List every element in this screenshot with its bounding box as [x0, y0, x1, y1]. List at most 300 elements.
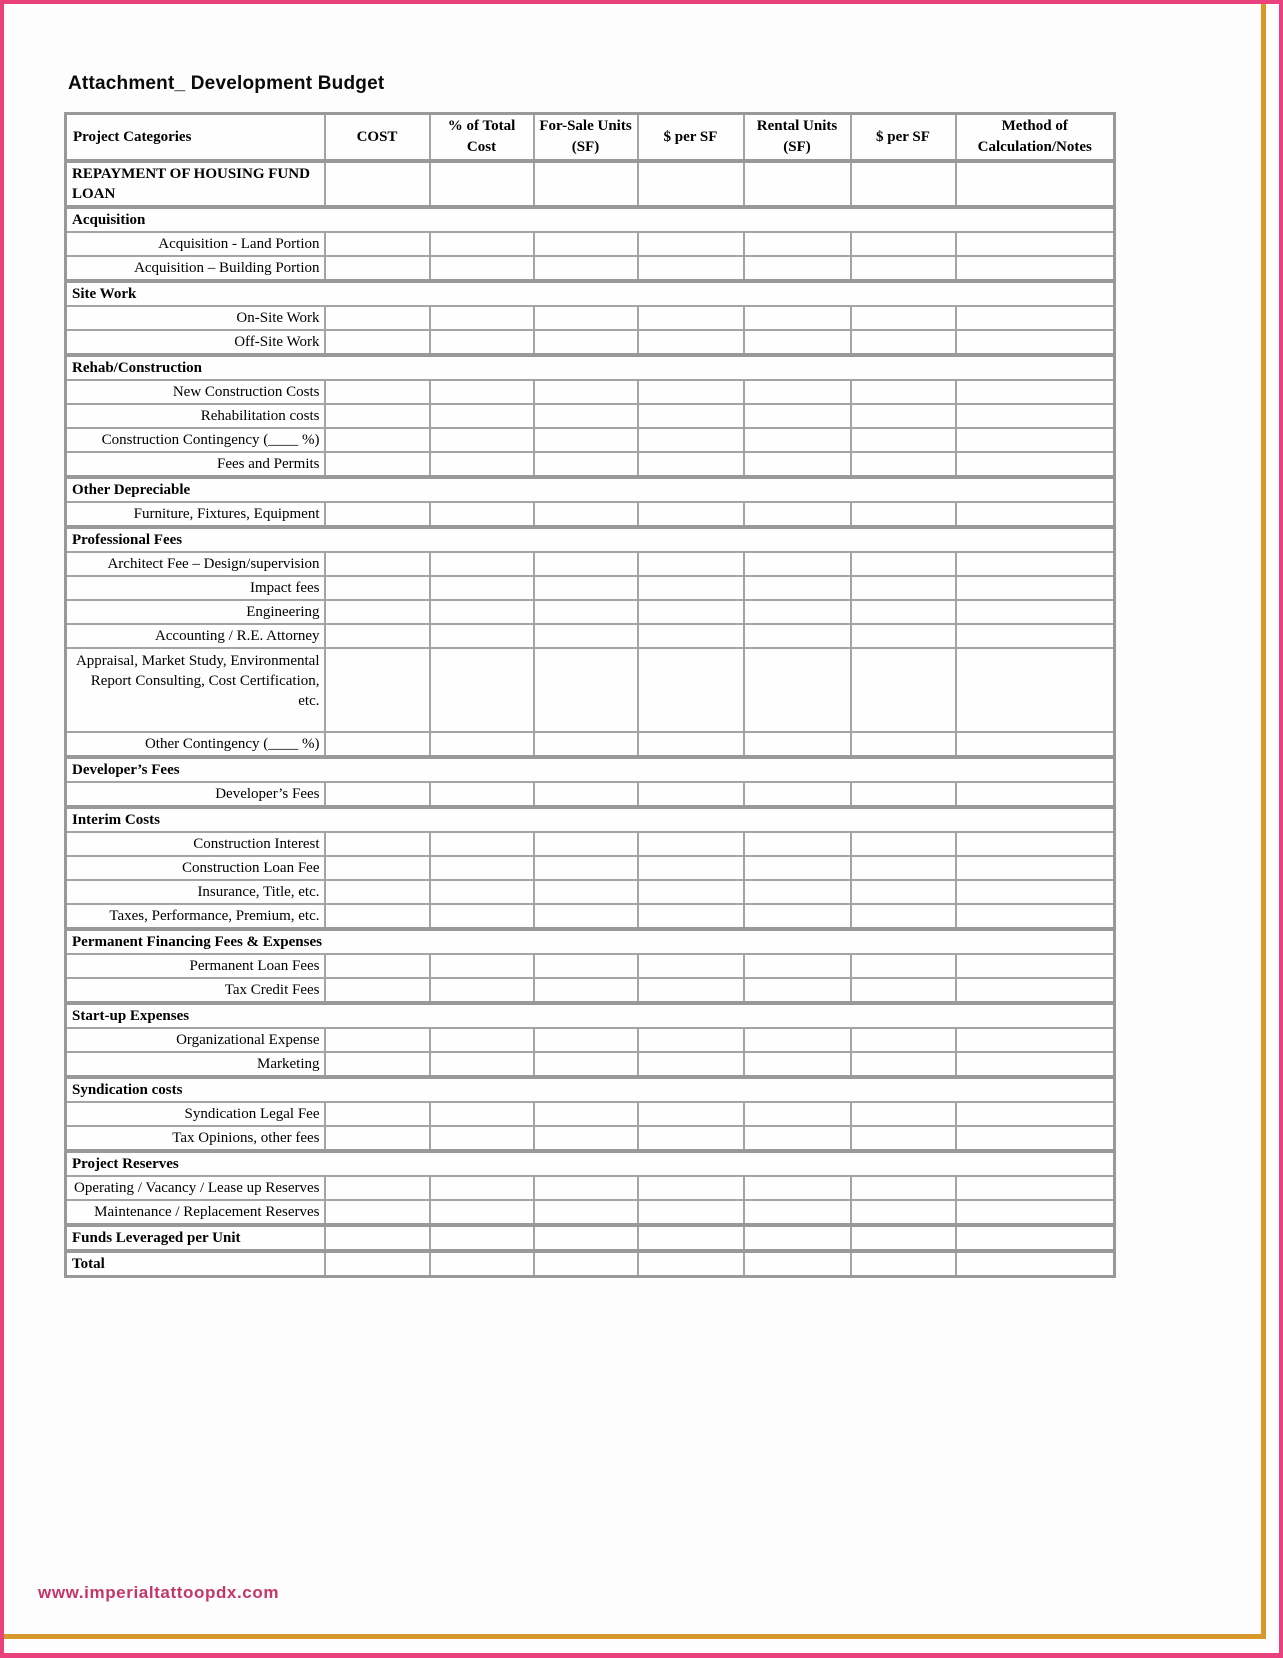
empty-value-cell — [430, 161, 534, 207]
empty-value-cell — [638, 428, 744, 452]
table-row — [66, 502, 1115, 527]
empty-value-cell — [325, 232, 430, 256]
empty-value-cell — [534, 1126, 638, 1151]
empty-value-cell — [638, 1251, 744, 1277]
category-cell: REPAYMENT OF HOUSING FUND LOAN — [66, 161, 325, 207]
empty-value-cell — [851, 1126, 956, 1151]
empty-value-cell — [638, 904, 744, 929]
empty-value-cell — [325, 256, 430, 281]
empty-value-cell — [534, 256, 638, 281]
empty-value-cell — [534, 978, 638, 1003]
empty-value-cell — [956, 832, 1115, 856]
development-budget-table — [64, 112, 1116, 1278]
empty-value-cell — [956, 880, 1115, 904]
empty-value-cell — [638, 832, 744, 856]
empty-value-cell — [744, 600, 851, 624]
empty-value-cell — [534, 552, 638, 576]
empty-value-cell — [956, 232, 1115, 256]
empty-value-cell — [956, 856, 1115, 880]
empty-value-cell — [638, 161, 744, 207]
empty-value-cell — [956, 306, 1115, 330]
empty-value-cell — [430, 428, 534, 452]
empty-value-cell — [956, 648, 1115, 732]
section-row — [66, 1077, 1115, 1102]
empty-value-cell — [325, 1028, 430, 1052]
empty-value-cell — [744, 306, 851, 330]
empty-value-cell — [744, 552, 851, 576]
section-row — [66, 1151, 1115, 1176]
table-row — [66, 1251, 1115, 1277]
empty-value-cell — [534, 1028, 638, 1052]
table-row — [66, 306, 1115, 330]
category-cell: On-Site Work — [66, 306, 325, 330]
empty-value-cell — [325, 978, 430, 1003]
empty-value-cell — [744, 1200, 851, 1225]
empty-value-cell — [430, 648, 534, 732]
empty-value-cell — [430, 1126, 534, 1151]
empty-value-cell — [534, 380, 638, 404]
empty-value-cell — [851, 256, 956, 281]
empty-value-cell — [534, 428, 638, 452]
empty-value-cell — [851, 232, 956, 256]
category-cell: Permanent Loan Fees — [66, 954, 325, 978]
empty-value-cell — [638, 856, 744, 880]
empty-value-cell — [430, 1225, 534, 1251]
table-row — [66, 832, 1115, 856]
empty-value-cell — [744, 1126, 851, 1151]
category-cell: Insurance, Title, etc. — [66, 880, 325, 904]
empty-value-cell — [430, 600, 534, 624]
empty-value-cell — [534, 502, 638, 527]
empty-value-cell — [956, 1225, 1115, 1251]
empty-value-cell — [744, 832, 851, 856]
empty-value-cell — [851, 452, 956, 477]
empty-value-cell — [430, 1052, 534, 1077]
empty-value-cell — [638, 404, 744, 428]
category-cell: Professional Fees — [66, 527, 1115, 552]
category-cell: Site Work — [66, 281, 1115, 306]
accent-stripe-vertical — [1261, 4, 1266, 1638]
category-cell: Rehab/Construction — [66, 355, 1115, 380]
category-cell: Maintenance / Replacement Reserves — [66, 1200, 325, 1225]
empty-value-cell — [534, 1176, 638, 1200]
empty-value-cell — [430, 832, 534, 856]
empty-value-cell — [851, 380, 956, 404]
empty-value-cell — [430, 1251, 534, 1277]
empty-value-cell — [638, 1126, 744, 1151]
table-row — [66, 1028, 1115, 1052]
empty-value-cell — [851, 306, 956, 330]
empty-value-cell — [325, 1200, 430, 1225]
empty-value-cell — [851, 832, 956, 856]
empty-value-cell — [430, 380, 534, 404]
empty-value-cell — [851, 1176, 956, 1200]
category-cell: Construction Contingency (____ %) — [66, 428, 325, 452]
table-row — [66, 624, 1115, 648]
section-row — [66, 207, 1115, 232]
empty-value-cell — [851, 330, 956, 355]
empty-value-cell — [851, 1251, 956, 1277]
section-row — [66, 757, 1115, 782]
empty-value-cell — [325, 600, 430, 624]
category-cell: Construction Loan Fee — [66, 856, 325, 880]
column-header: Project Categories — [66, 114, 325, 162]
column-header: For-Sale Units (SF) — [534, 114, 638, 162]
empty-value-cell — [638, 624, 744, 648]
empty-value-cell — [325, 330, 430, 355]
empty-value-cell — [956, 161, 1115, 207]
category-cell: Acquisition – Building Portion — [66, 256, 325, 281]
empty-value-cell — [325, 404, 430, 428]
empty-value-cell — [534, 1225, 638, 1251]
empty-value-cell — [956, 1028, 1115, 1052]
empty-value-cell — [851, 856, 956, 880]
table-row — [66, 880, 1115, 904]
category-cell: Marketing — [66, 1052, 325, 1077]
empty-value-cell — [534, 782, 638, 807]
empty-value-cell — [430, 404, 534, 428]
table-row — [66, 1200, 1115, 1225]
section-row — [66, 355, 1115, 380]
category-cell: Taxes, Performance, Premium, etc. — [66, 904, 325, 929]
empty-value-cell — [744, 1102, 851, 1126]
empty-value-cell — [956, 732, 1115, 757]
empty-value-cell — [638, 880, 744, 904]
empty-value-cell — [325, 1225, 430, 1251]
empty-value-cell — [851, 1102, 956, 1126]
empty-value-cell — [744, 232, 851, 256]
empty-value-cell — [638, 232, 744, 256]
empty-value-cell — [744, 1028, 851, 1052]
empty-value-cell — [956, 600, 1115, 624]
empty-value-cell — [956, 380, 1115, 404]
empty-value-cell — [638, 256, 744, 281]
empty-value-cell — [325, 648, 430, 732]
empty-value-cell — [430, 576, 534, 600]
empty-value-cell — [430, 256, 534, 281]
empty-value-cell — [430, 856, 534, 880]
empty-value-cell — [534, 576, 638, 600]
empty-value-cell — [325, 832, 430, 856]
empty-value-cell — [534, 600, 638, 624]
empty-value-cell — [851, 624, 956, 648]
category-cell: Acquisition — [66, 207, 1115, 232]
empty-value-cell — [325, 856, 430, 880]
empty-value-cell — [851, 732, 956, 757]
column-header: COST — [325, 114, 430, 162]
empty-value-cell — [851, 880, 956, 904]
empty-value-cell — [851, 600, 956, 624]
table-row — [66, 856, 1115, 880]
column-header: % of Total Cost — [430, 114, 534, 162]
empty-value-cell — [744, 1176, 851, 1200]
empty-value-cell — [430, 1102, 534, 1126]
empty-value-cell — [744, 880, 851, 904]
empty-value-cell — [744, 954, 851, 978]
empty-value-cell — [534, 732, 638, 757]
category-cell: Construction Interest — [66, 832, 325, 856]
empty-value-cell — [744, 732, 851, 757]
category-cell: Syndication Legal Fee — [66, 1102, 325, 1126]
empty-value-cell — [430, 232, 534, 256]
category-cell: Impact fees — [66, 576, 325, 600]
empty-value-cell — [744, 624, 851, 648]
category-cell: Developer’s Fees — [66, 782, 325, 807]
empty-value-cell — [851, 552, 956, 576]
category-cell: Developer’s Fees — [66, 757, 1115, 782]
empty-value-cell — [744, 904, 851, 929]
empty-value-cell — [956, 1102, 1115, 1126]
empty-value-cell — [430, 782, 534, 807]
empty-value-cell — [638, 452, 744, 477]
empty-value-cell — [534, 1102, 638, 1126]
empty-value-cell — [956, 576, 1115, 600]
empty-value-cell — [534, 452, 638, 477]
empty-value-cell — [851, 1028, 956, 1052]
column-header: $ per SF — [851, 114, 956, 162]
category-cell: Project Reserves — [66, 1151, 1115, 1176]
empty-value-cell — [638, 1225, 744, 1251]
empty-value-cell — [638, 380, 744, 404]
table-row — [66, 1176, 1115, 1200]
empty-value-cell — [744, 1251, 851, 1277]
category-cell: Interim Costs — [66, 807, 1115, 832]
empty-value-cell — [430, 904, 534, 929]
table-row — [66, 954, 1115, 978]
column-header: Rental Units (SF) — [744, 114, 851, 162]
category-cell: Permanent Financing Fees & Expenses — [66, 929, 1115, 954]
empty-value-cell — [430, 978, 534, 1003]
category-cell: Architect Fee – Design/supervision — [66, 552, 325, 576]
empty-value-cell — [325, 954, 430, 978]
empty-value-cell — [325, 880, 430, 904]
empty-value-cell — [325, 502, 430, 527]
empty-value-cell — [638, 1028, 744, 1052]
category-cell: Operating / Vacancy / Lease up Reserves — [66, 1176, 325, 1200]
empty-value-cell — [851, 428, 956, 452]
empty-value-cell — [325, 732, 430, 757]
empty-value-cell — [956, 1126, 1115, 1151]
empty-value-cell — [325, 306, 430, 330]
empty-value-cell — [956, 624, 1115, 648]
empty-value-cell — [744, 452, 851, 477]
empty-value-cell — [534, 624, 638, 648]
empty-value-cell — [956, 404, 1115, 428]
empty-value-cell — [430, 624, 534, 648]
empty-value-cell — [638, 306, 744, 330]
empty-value-cell — [851, 404, 956, 428]
accent-stripe-horizontal — [4, 1634, 1266, 1639]
category-cell: Fees and Permits — [66, 452, 325, 477]
empty-value-cell — [956, 954, 1115, 978]
table-row — [66, 576, 1115, 600]
empty-value-cell — [638, 732, 744, 757]
empty-value-cell — [638, 1176, 744, 1200]
empty-value-cell — [638, 502, 744, 527]
category-cell: Other Depreciable — [66, 477, 1115, 502]
table-row — [66, 232, 1115, 256]
section-row — [66, 477, 1115, 502]
empty-value-cell — [744, 256, 851, 281]
empty-value-cell — [851, 1225, 956, 1251]
empty-value-cell — [325, 1251, 430, 1277]
empty-value-cell — [325, 428, 430, 452]
empty-value-cell — [956, 1251, 1115, 1277]
empty-value-cell — [956, 256, 1115, 281]
empty-value-cell — [956, 452, 1115, 477]
table-row — [66, 600, 1115, 624]
section-row — [66, 929, 1115, 954]
empty-value-cell — [534, 904, 638, 929]
watermark-url-text: www.imperialtattoopdx.com — [38, 1583, 280, 1602]
empty-value-cell — [430, 306, 534, 330]
empty-value-cell — [851, 954, 956, 978]
empty-value-cell — [534, 330, 638, 355]
table-row — [66, 782, 1115, 807]
empty-value-cell — [325, 552, 430, 576]
section-row — [66, 527, 1115, 552]
empty-value-cell — [430, 880, 534, 904]
table-row — [66, 1225, 1115, 1251]
empty-value-cell — [956, 330, 1115, 355]
empty-value-cell — [325, 452, 430, 477]
category-cell: Acquisition - Land Portion — [66, 232, 325, 256]
table-row — [66, 404, 1115, 428]
empty-value-cell — [325, 624, 430, 648]
table-row — [66, 380, 1115, 404]
empty-value-cell — [325, 904, 430, 929]
category-cell: New Construction Costs — [66, 380, 325, 404]
empty-value-cell — [534, 880, 638, 904]
empty-value-cell — [744, 404, 851, 428]
empty-value-cell — [956, 1052, 1115, 1077]
empty-value-cell — [851, 576, 956, 600]
empty-value-cell — [534, 648, 638, 732]
empty-value-cell — [638, 648, 744, 732]
empty-value-cell — [638, 1102, 744, 1126]
category-cell: Off-Site Work — [66, 330, 325, 355]
empty-value-cell — [430, 552, 534, 576]
empty-value-cell — [325, 161, 430, 207]
empty-value-cell — [744, 380, 851, 404]
category-cell: Syndication costs — [66, 1077, 1115, 1102]
empty-value-cell — [956, 978, 1115, 1003]
empty-value-cell — [534, 954, 638, 978]
category-cell: Tax Credit Fees — [66, 978, 325, 1003]
empty-value-cell — [744, 648, 851, 732]
category-cell: Organizational Expense — [66, 1028, 325, 1052]
empty-value-cell — [534, 1052, 638, 1077]
section-row — [66, 807, 1115, 832]
empty-value-cell — [851, 1052, 956, 1077]
empty-value-cell — [430, 1028, 534, 1052]
category-cell: Total — [66, 1251, 325, 1277]
empty-value-cell — [638, 576, 744, 600]
empty-value-cell — [851, 978, 956, 1003]
page-title: Attachment_ Development Budget — [68, 72, 385, 94]
empty-value-cell — [638, 330, 744, 355]
empty-value-cell — [851, 1200, 956, 1225]
empty-value-cell — [534, 306, 638, 330]
empty-value-cell — [744, 856, 851, 880]
empty-value-cell — [430, 1200, 534, 1225]
empty-value-cell — [638, 954, 744, 978]
empty-value-cell — [325, 1052, 430, 1077]
table-row — [66, 648, 1115, 732]
category-cell: Engineering — [66, 600, 325, 624]
empty-value-cell — [534, 161, 638, 207]
table-row — [66, 428, 1115, 452]
empty-value-cell — [534, 856, 638, 880]
empty-value-cell — [956, 428, 1115, 452]
empty-value-cell — [430, 330, 534, 355]
empty-value-cell — [430, 954, 534, 978]
empty-value-cell — [956, 502, 1115, 527]
table-row — [66, 1102, 1115, 1126]
empty-value-cell — [325, 576, 430, 600]
empty-value-cell — [956, 1176, 1115, 1200]
empty-value-cell — [851, 502, 956, 527]
empty-value-cell — [638, 782, 744, 807]
empty-value-cell — [851, 904, 956, 929]
empty-value-cell — [956, 904, 1115, 929]
table-row — [66, 452, 1115, 477]
section-row — [66, 1003, 1115, 1028]
empty-value-cell — [956, 1200, 1115, 1225]
empty-value-cell — [638, 600, 744, 624]
table-row — [66, 1126, 1115, 1151]
empty-value-cell — [638, 1052, 744, 1077]
section-row — [66, 281, 1115, 306]
category-cell: Rehabilitation costs — [66, 404, 325, 428]
table-row — [66, 732, 1115, 757]
empty-value-cell — [744, 978, 851, 1003]
empty-value-cell — [325, 1176, 430, 1200]
empty-value-cell — [638, 1200, 744, 1225]
category-cell: Funds Leveraged per Unit — [66, 1225, 325, 1251]
empty-value-cell — [956, 782, 1115, 807]
empty-value-cell — [744, 1052, 851, 1077]
empty-value-cell — [744, 428, 851, 452]
table-row — [66, 978, 1115, 1003]
empty-value-cell — [430, 452, 534, 477]
empty-value-cell — [325, 1102, 430, 1126]
empty-value-cell — [744, 782, 851, 807]
table-row — [66, 161, 1115, 207]
empty-value-cell — [534, 232, 638, 256]
empty-value-cell — [851, 782, 956, 807]
empty-value-cell — [534, 1200, 638, 1225]
table-row — [66, 256, 1115, 281]
empty-value-cell — [744, 576, 851, 600]
empty-value-cell — [534, 1251, 638, 1277]
empty-value-cell — [534, 832, 638, 856]
empty-value-cell — [430, 732, 534, 757]
category-cell: Other Contingency (____ %) — [66, 732, 325, 757]
table-row — [66, 904, 1115, 929]
empty-value-cell — [744, 502, 851, 527]
empty-value-cell — [744, 1225, 851, 1251]
empty-value-cell — [325, 380, 430, 404]
table-header-row — [66, 114, 1115, 162]
empty-value-cell — [534, 404, 638, 428]
empty-value-cell — [744, 161, 851, 207]
category-cell: Start-up Expenses — [66, 1003, 1115, 1028]
empty-value-cell — [638, 978, 744, 1003]
table-row — [66, 1052, 1115, 1077]
empty-value-cell — [956, 552, 1115, 576]
empty-value-cell — [325, 782, 430, 807]
